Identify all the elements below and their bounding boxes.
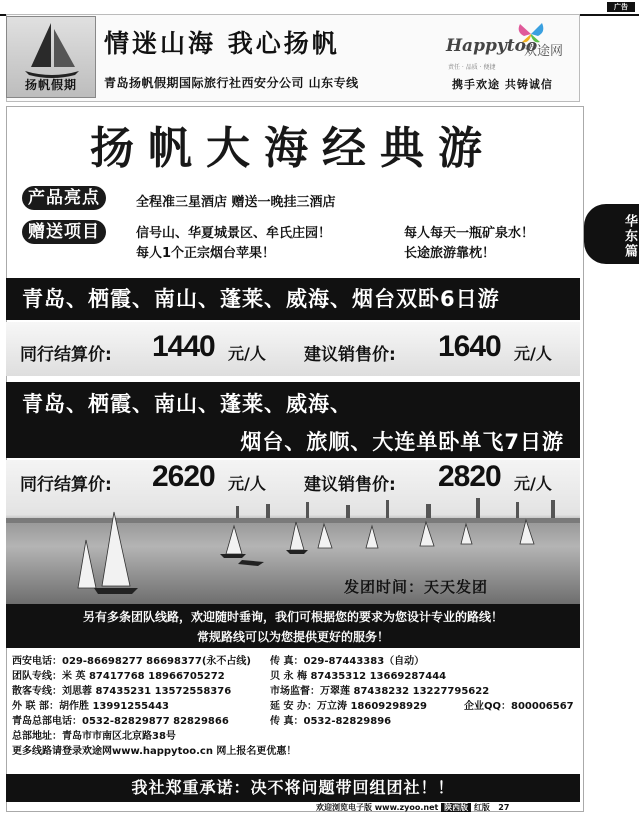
contact-row [12,654,578,669]
partner-motto: 携手欢途 共铸诚信 [452,78,553,91]
retail-price-label: 建议销售价: [304,475,396,495]
main-title: 扬帆大海经典游 [90,123,496,174]
price-unit: 元/人 [228,474,266,493]
contact-row [12,699,578,714]
page-footer [316,802,509,813]
partner-name-cn: 欢途网 [524,44,564,59]
route-title-2-line2: 烟台、旅顺、大连单卧单飞7日游 [240,430,564,454]
notice-line-1: 另有多条团队线路，欢迎随时垂询，我们可根据您的要求为您设计专业的路线！ [82,610,503,624]
contact-cell: 传 真：029-87443383（自动） [270,656,425,667]
retail-price-value: 2820 [438,460,501,493]
sailboat-icon [21,21,83,79]
trade-price-label: 同行结算价: [20,345,112,365]
footer-site[interactable]: 欢迎浏览电子版 www.zyoo.net [316,803,439,812]
trade-price-value: 2620 [152,460,215,493]
promise-banner: 我社郑重承诺：决不将问题带回组团社！！ [6,774,580,802]
contact-cell: 贝 永 梅 87435312 13669287444 [270,671,447,682]
contact-cell: 传 真：0532-82829896 [270,716,392,727]
route-title-2-line1: 青岛、栖霞、南山、蓬莱、威海、 [22,392,352,416]
contact-row [12,744,578,759]
slogan: 情迷山海 我心扬帆 [104,29,340,58]
route-title-2 [6,382,580,458]
contact-cell: 更多线路请登录欢途网www.happytoo.cn 网上报名更优惠！ [12,746,297,757]
logo-text: 扬帆假期 [24,78,77,92]
departure-schedule: 发团时间：天天发团 [344,578,489,596]
contact-cell: 市场监督：万翠莲 87438232 13227795622 [270,686,490,697]
price-unit: 元/人 [514,474,552,493]
trade-price-value: 1440 [152,330,215,363]
highlight-text: 全程准三星酒店 赠送一晚挂三酒店 [136,195,336,210]
partner-name-en: Happytoo [446,36,538,56]
contact-cell: 西安电话：029-86698277 86698377(永不占线) [12,656,251,667]
gift-label: 赠送项目 [22,220,106,244]
partner-logo [446,22,574,78]
notice-banner [6,604,580,648]
trade-price-label: 同行结算价: [20,475,112,495]
retail-price-label: 建议销售价: [304,345,396,365]
page-number: 27 [498,803,510,812]
agency-name: 青岛扬帆假期国际旅行社西安分公司 山东专线 [104,76,359,90]
contact-row [12,714,578,729]
gift-text-2: 每人1个正宗烟台苹果！ [136,246,276,261]
contact-cell: 总部地址：青岛市市南区北京路38号 [12,731,176,742]
contact-cell: 散客专线：刘思蓉 87435231 13572558376 [12,686,232,697]
gift-text-1: 信号山、华夏城景区、牟氏庄园！ [136,226,332,241]
contact-row [12,684,578,699]
contact-cell: 外 联 部：胡作胜 13991255443 [12,701,169,712]
footer-section: 陕西版 [441,803,471,812]
contact-row [12,669,578,684]
section-tab: 华东篇 [584,204,639,264]
route-title-1: 青岛、栖霞、南山、蓬莱、威海、烟台双卧6日游 [6,278,580,320]
contact-cell: 青岛总部电话：0532-82829877 82829866 [12,716,229,727]
ad-tag: 广告 [607,2,635,12]
brand-logo [6,16,96,98]
contact-list [12,654,578,759]
contact-cell: 企业QQ：800006567 [464,701,574,712]
gift-text-4: 长途旅游靠枕！ [404,246,496,261]
contact-row [12,729,578,744]
contact-cell: 团队专线：米 英 87417768 18966705272 [12,671,225,682]
price-unit: 元/人 [228,344,266,363]
notice-line-2: 常规路线可以为您提供更好的服务！ [196,630,389,644]
footer-edition: 红版 [473,803,490,812]
partner-tagline: 责任 · 品质 · 便捷 [448,64,496,71]
contact-cell: 延 安 办：万立涛 18609298929 [270,701,427,712]
retail-price-value: 1640 [438,330,501,363]
highlight-label: 产品亮点 [22,186,106,210]
gift-text-3: 每人每天一瓶矿泉水！ [404,226,535,241]
price-unit: 元/人 [514,344,552,363]
